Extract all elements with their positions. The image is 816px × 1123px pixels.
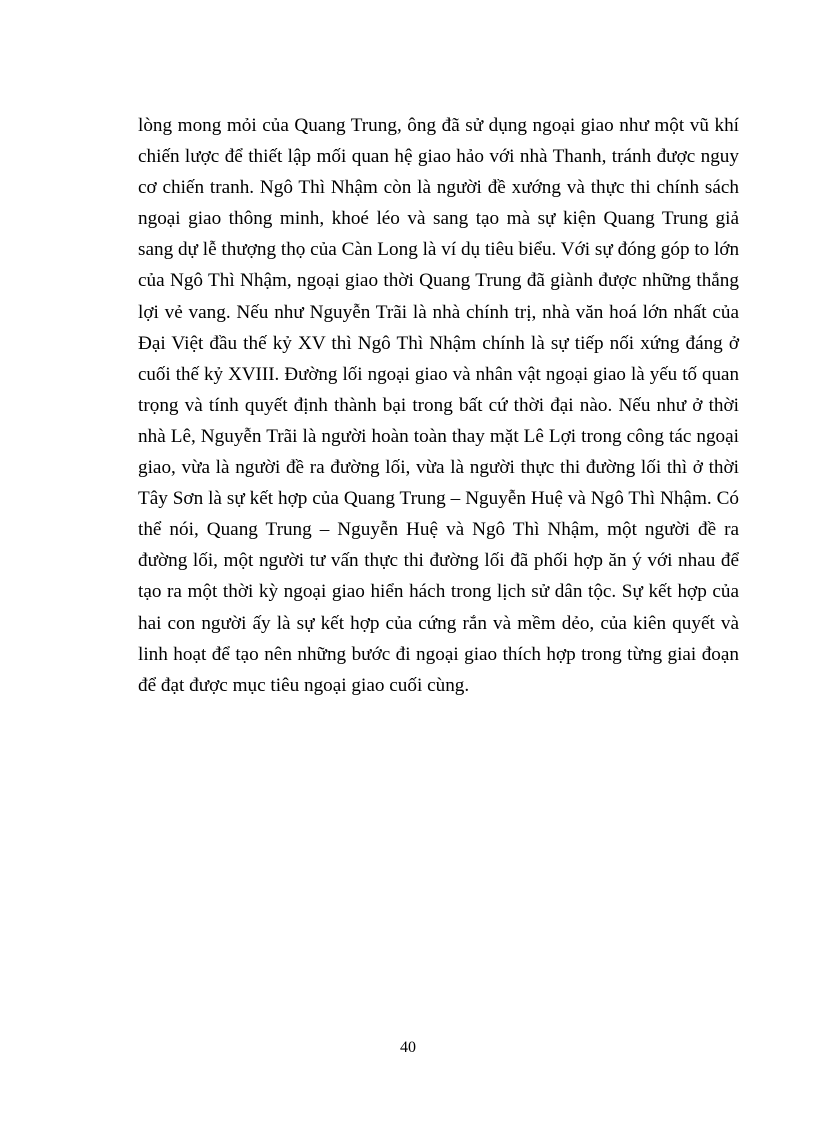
text-line: cơ chiến tranh. Ngô Thì Nhậm còn là người đề xướng và thực thi chính sách <box>138 177 739 199</box>
text-line: lòng mong mỏi của Quang Trung, ông đã sử dụng ngoại giao như một vũ khí <box>138 115 739 136</box>
text-line: Tây Sơn là sự kết hợp của Quang Trung – Nguyễn Huệ và Ngô Thì Nhậm. Có <box>138 488 739 510</box>
text-line: sang dự lễ thượng thọ của Càn Long là ví dụ tiêu biểu. Với sự đóng góp to lớn <box>138 239 740 261</box>
text-line: Đại Việt đầu thế kỷ XV thì Ngô Thì Nhậm chính là sự tiếp nối xứng đáng ở <box>138 332 739 354</box>
text-line: nhà Lê, Nguyễn Trãi là người hoàn toàn thay mặt Lê Lợi trong công tác ngoại <box>138 425 739 447</box>
text-line: thể nói, Quang Trung – Nguyễn Huệ và Ngô Thì Nhậm, một người đề ra <box>138 519 739 541</box>
text-line: lợi vẻ vang. Nếu như Nguyễn Trãi là nhà chính trị, nhà văn hoá lớn nhất của <box>138 301 739 323</box>
text-line: đường lối, một người tư vấn thực thi đường lối đã phối hợp ăn ý với nhau để <box>138 550 739 572</box>
text-line: để đạt được mục tiêu ngoại giao cuối cùng. <box>138 674 470 696</box>
text-line: ngoại giao thông minh, khoé léo và sang tạo mà sự kiện Quang Trung giả <box>138 208 739 230</box>
text-line: hai con người ấy là sự kết hợp của cứng rắn và mềm dẻo, của kiên quyết và <box>138 612 739 634</box>
text-line: của Ngô Thì Nhậm, ngoại giao thời Quang Trung đã giành được những thắng <box>138 270 739 292</box>
text-line: chiến lược để thiết lập mối quan hệ giao hảo với nhà Thanh, tránh được nguy <box>138 146 739 168</box>
text-line: trọng và tính quyết định thành bại trong bất cứ thời đại nào. Nếu như ở thời <box>138 394 739 416</box>
body-paragraph <box>138 110 739 701</box>
text-line: linh hoạt để tạo nên những bước đi ngoại giao thích hợp trong từng giai đoạn <box>138 643 739 665</box>
text-line: cuối thế kỷ XVIII. Đường lối ngoại giao và nhân vật ngoại giao là yếu tố quan <box>138 363 739 385</box>
page-number: 40 <box>400 1039 416 1056</box>
text-line: tạo ra một thời kỳ ngoại giao hiển hách trong lịch sử dân tộc. Sự kết hợp của <box>138 581 739 603</box>
text-line: giao, vừa là người đề ra đường lối, vừa là người thực thi đường lối thì ở thời <box>138 457 739 479</box>
